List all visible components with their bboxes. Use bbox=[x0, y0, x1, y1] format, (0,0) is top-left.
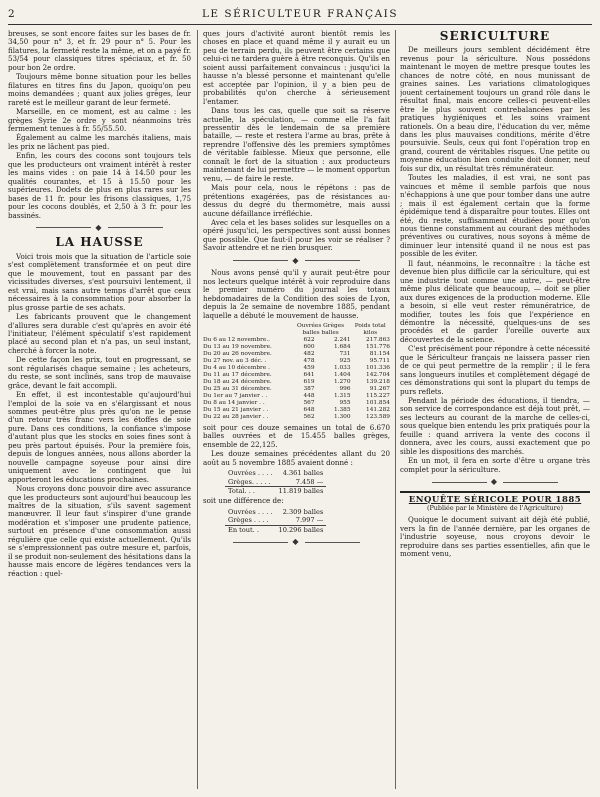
table-cell: 4.361 balles bbox=[282, 469, 324, 478]
value-cell: 1.300 bbox=[333, 413, 351, 420]
value-cell: 731 bbox=[339, 350, 351, 357]
table-row bbox=[203, 358, 390, 365]
table-header-cell: balles balles bbox=[302, 329, 339, 336]
table-row bbox=[225, 508, 326, 516]
value-cell: 641 bbox=[303, 371, 315, 378]
paragraph: Il faut, néanmoins, le reconnaître : la tâche est devenue bien plus difficile car la sériculture, qui est une industrie tout comme une autre, — peut-être même plus délicate que beaucoup, — doit se plier aux dures exigences de la production moderne. Elle a besoin, si elle veut rester rémunératrice, de modifier, toutes les fois que l'expérience en démontre la nécessité, quelques-uns de ses procédés et de garder l'oreille ouverte aux découvertes de la science. bbox=[400, 258, 590, 344]
table-row bbox=[225, 469, 326, 477]
table-header-cell bbox=[203, 323, 291, 330]
ornament-divider: ◆ bbox=[400, 478, 590, 486]
table-total-row bbox=[225, 525, 326, 534]
enquete-heading-box bbox=[400, 491, 590, 513]
value-cell: 1.270 bbox=[333, 378, 351, 385]
paragraph: Voici trois mois que la situation de l'article soie s'est complètement transformée et on peut dire que le mouvement, tout en passant par des vicissitudes diverses, s'est poursuivi lentement, il est vrai, mais sans autre temps d'arrêt que ceux nécessaires à la consommation pour absorber la plus grosse partie de ses achats. bbox=[8, 251, 191, 312]
value-cell: 925 bbox=[339, 357, 351, 364]
paragraph: Dans tous les cas, quelle que soit sa réserve actuelle, la spéculation, — comme elle l'a fait pressentir dès le lendemain de sa première bataille, — reste et restera l'arme au bras, prête à reprendre l'offensive dès les premiers symptômes de véritable faiblesse. Mieux que personne, elle connaît le fort de la situation : aux producteurs maintenant de lui permettre — le moment opportun venu, — de faire le reste. bbox=[203, 106, 390, 183]
table-row bbox=[203, 351, 390, 358]
table-total-row bbox=[225, 487, 326, 496]
value-cell: 91.267 bbox=[369, 385, 390, 392]
paragraph: soit une différence de: bbox=[203, 496, 284, 506]
period-cell: Du 22 au 28 janvier . . bbox=[203, 413, 269, 420]
paragraph: En un mot, il fera en sorte d'être u organe très complet pour la sériculture. bbox=[400, 456, 590, 474]
table-row bbox=[203, 379, 390, 386]
value-cell: 619 bbox=[303, 378, 315, 385]
table-cell: Ouvrées . . . . bbox=[228, 507, 273, 516]
table-header-cell: kilos bbox=[363, 329, 378, 336]
value-cell: 448 bbox=[303, 392, 315, 399]
value-cell: 562 bbox=[303, 413, 315, 420]
column-2 bbox=[203, 30, 390, 791]
value-cell: 648 bbox=[303, 406, 315, 413]
value-cell: 955 bbox=[339, 399, 351, 406]
paragraph: Marseille, en ce moment, est au calme : les grèges Syrie 2e ordre y sont néanmoins très fermement tenues à fr. 55/55.50. bbox=[8, 107, 191, 133]
table-row bbox=[203, 337, 390, 344]
table-header-cell: Ouvrées Grèges bbox=[296, 322, 345, 329]
paragraph: De meilleurs jours semblent décidément être revenus pour la sériculture. Nous possédons maintenant le moyen de mettre presque toutes les chances de notre côté, en nous munissant de graines saines. Les variations climatologiques jouent certainement toujours un grand rôle dans le résultat final, mais encore celles-ci peuvent-elles être le plus souvent contrebalancées par les pratiques hygiéniques et les soins vraiment rationels. On a beau dire, l'éducation du ver, même dans les plus mauvaises conditions, mérite d'être poursuivie. Seuls, ceux qui font l'opération trop en grand, courent de véritables risques. Une petite ou moyenne éducation bien conduite doit donner, neuf fois sur dix, un résultat très rémunérateur. bbox=[400, 45, 590, 173]
period-cell: Du 20 au 26 novembre. bbox=[203, 350, 272, 357]
page-header bbox=[8, 6, 592, 22]
value-cell: 142.704 bbox=[366, 371, 390, 378]
table-cell: 2.309 balles bbox=[282, 507, 324, 516]
paragraph: soit pour ces douze semaines un total de 6.670 balles ouvrées et de 15.455 balles grèges, ensemble de 22,125. bbox=[203, 422, 390, 449]
table-cell: Grèges. . . . . bbox=[228, 477, 271, 486]
table-cell: 11.819 balles bbox=[276, 487, 327, 496]
ornament-divider: ◆ bbox=[8, 224, 191, 232]
column-1 bbox=[8, 30, 191, 791]
paragraph: ques jours d'activité auront bientôt remis les choses en place et quand même il y aurait eu un peu de terrain perdu, ils peuvent être certains que celui-ci ne tardera guère à être reconquis. Qu'ils en soient aussi parfaitement convaincus : jusqu'ici la hausse n'a blessé personne et maintenant qu'elle est acceptée par l'opinion, il y a bien peu de probabilités qu'on cherche à sérieusement l'entamer. bbox=[203, 30, 390, 106]
table-body bbox=[203, 337, 390, 421]
table-header-cell bbox=[203, 330, 291, 337]
value-cell: 482 bbox=[303, 350, 315, 357]
paragraph: En effet, il est incontestable qu'aujourd'hui l'emploi de la soie va en s'élargissant et nous sommes peut-être plus près qu'on ne le pense d'un retour très franc vers les étoffes de soie pure. Dans ces conditions, la confiance s'impose d'autant plus que les stocks en soies fines sont à peu près partout épuisés. Pour la première fois, depuis de longues années, nous allons aborder la nouvelle campagne soyeuse pour ainsi dire uniquement avec le contingent que lui apporteront les éducations prochaines. bbox=[8, 390, 191, 484]
paragraph: Toutes les maladies, il est vrai, ne sont pas vaincues et même il semble parfois que nous n'échappions à une que pour tomber dans une autre ; mais il est également certain que la forme épidémique tend à disparaître pour toutes. Elles ont été, du reste, suffisamment étudiées pour qu'on nous tienne constamment au courant des méthodes préventives ou curatives, nous soyons à même de diminuer leur intensité quand il ne nous est pas possible de les éviter. bbox=[400, 173, 590, 259]
paragraph: breuses, se sont encore faites sur les bases de fr. 34,50 pour n° 3, et fr. 29 pour n° 5. Pour les filatures, la fermeté reste la même, et on a payé fr. 53/54 pour classiques titres spéciaux, et fr. 50 pour bon 2e ordre. bbox=[8, 30, 191, 72]
enquete-title: ENQUÊTE SÉRICOLE POUR 1885 bbox=[408, 494, 582, 505]
running-title: LE SÉRICULTEUR FRANÇAIS bbox=[201, 8, 399, 20]
value-cell: 1.684 bbox=[333, 343, 351, 350]
table-header-cell: Poids total bbox=[354, 322, 386, 329]
value-cell: 141.282 bbox=[366, 406, 390, 413]
table-row bbox=[203, 365, 390, 372]
value-cell: 217.863 bbox=[366, 336, 390, 343]
paragraph: Nous croyons donc pouvoir dire avec assurance que les producteurs sont aujourd'hui beaucoup les maîtres de la situation, s'ils savent sagement manœuvrer. Il leur faut s'inspirer d'une grande modération et s'imposer une prudente patience, surtout en présence d'une consommation aussi régulière que celle qui existe actuellement. Qu'ils se s'empressionnent pas outre mesure et, parfois, il se produit non-seulement des hésitations dans la hausse mais encore de légères tendances vers la réaction : quel- bbox=[8, 484, 191, 578]
table-row bbox=[203, 407, 390, 414]
paragraph: Les fabricants prouvent que le changement d'allures sera durable c'est qu'après en avoir été l'initiateur, l'élément spéculatif s'est rapidement placé au second plan et n'a pas, un seul instant, cherché à forcer la note. bbox=[8, 312, 191, 355]
value-cell: 996 bbox=[339, 385, 351, 392]
period-cell: Du 27 nov. au 3 déc. . bbox=[203, 357, 267, 364]
column-divider bbox=[197, 30, 198, 789]
paragraph: Nous avons pensé qu'il y aurait peut-être pour nos lecteurs quelque intérêt à voir reproduire dans le premier numéro du journal les totaux hebdomadaires de la Condition des soies de Lyon, depuis la 2e semaine de novembre 1885, pendant laquelle a débuté le mouvement de hausse. bbox=[203, 268, 390, 320]
value-cell: 387 bbox=[303, 385, 315, 392]
section-heading-sericulture: SÉRICULTURE bbox=[439, 30, 551, 43]
value-cell: 101.336 bbox=[366, 364, 390, 371]
paragraph: Également au calme les marchés italiens, mais les prix ne lâchent pas pied. bbox=[8, 133, 191, 151]
value-cell: 81.154 bbox=[369, 350, 390, 357]
paragraph: Quoique le document suivant ait déjà été publié, vers la fin de l'année dernière, par les organes de l'industrie soyeuse, nous croyons devoir le reproduire dans ses parties essentielles, afin que le moment venu, bbox=[400, 515, 590, 559]
paragraph: De cette façon les prix, tout en progressant, se sont régularisés chaque semaine ; les acheteurs, du reste, se sont inclinés, sans trop de mauvaise grâce, devant le fait accompli. bbox=[8, 355, 191, 390]
table-cell: Ouvrées . . . . bbox=[228, 469, 273, 478]
table-header-row bbox=[203, 323, 390, 330]
column-3 bbox=[400, 30, 590, 791]
value-cell: 478 bbox=[303, 357, 315, 364]
value-cell: 101.854 bbox=[366, 399, 390, 406]
value-cell: 139.218 bbox=[366, 378, 390, 385]
period-cell: Du 4 au 10 décembre . bbox=[203, 364, 270, 371]
summary-table-difference bbox=[225, 508, 326, 534]
table-cell: En tout. . bbox=[225, 525, 276, 534]
paragraph: Enfin, les cours des cocons sont toujours tels que les producteurs ont vraiment intérêt à rester les mains vides : on paie 14 à 14.50 pour les qualités courantes, et 15 à 15.50 pour les supérieures. Dodets de plus en plus rares sur les bases de 11 fr. pour les frisons classiques, 1,75 pour les cocons doublés, et 2,50 à 3 fr. pour les bassinés. bbox=[8, 151, 191, 220]
table-cell: Total. . . bbox=[225, 487, 276, 496]
table-header-row bbox=[203, 330, 390, 337]
section-heading-la-hausse: LA HAUSSE bbox=[55, 235, 144, 250]
summary-table-previous bbox=[225, 469, 326, 495]
value-cell: 459 bbox=[303, 364, 315, 371]
table-row bbox=[203, 414, 390, 421]
table-row bbox=[203, 386, 390, 393]
period-cell: Du 15 au 21 janvier . . bbox=[203, 406, 269, 413]
value-cell: 567 bbox=[303, 399, 315, 406]
value-cell: 95.711 bbox=[369, 357, 390, 364]
period-cell: Du 11 au 17 décembre. bbox=[203, 371, 272, 378]
table-row bbox=[203, 400, 390, 407]
period-cell: Du 6 au 12 novembre.. bbox=[203, 336, 271, 343]
value-cell: 622 bbox=[303, 336, 315, 343]
paragraph: Pendant la période des éducations, il tiendra, — son service de correspondance est déjà tout prêt, — ses lecteurs au courant de la marche de celles-ci, sous quelque bien entendu les prix pratiqués pour la feuille : quand arrivera la vente des cocons il donnera, avec les cours, aussi exactement que po sible les dispositions des marchés. bbox=[400, 396, 590, 456]
value-cell: 151.776 bbox=[366, 343, 390, 350]
column-divider bbox=[395, 30, 396, 789]
paragraph: Les douze semaines précédentes allant du 20 août au 5 novembre 1885 avaient donné : bbox=[203, 449, 390, 467]
ornament-divider: ◆ bbox=[203, 538, 390, 546]
paragraph: Mais pour cela, nous le répétons : pas de prétentions exagérées, pas de résistances au-dessus du degré du thermomètre, mais aussi aucune défaillance irréfléchie. bbox=[203, 183, 390, 218]
value-cell: 600 bbox=[303, 343, 315, 350]
table-row bbox=[203, 372, 390, 379]
period-cell: Du 18 au 24 décembre. bbox=[203, 378, 272, 385]
paragraph: Toujours même bonne situation pour les belles filatures en titres fins du Japon, quoiqu'on peu moins demandées ; quant aux jolies grèges, leur rareté est le meilleur garant de leur fermeté. bbox=[8, 72, 191, 107]
ornament-divider: ◆ bbox=[203, 257, 390, 265]
table-cell: 7.997 — bbox=[295, 516, 324, 525]
page-number: 2 bbox=[8, 8, 17, 20]
value-cell: 115.227 bbox=[366, 392, 390, 399]
period-cell: Du 13 au 19 novembre. bbox=[203, 343, 272, 350]
table-row bbox=[225, 478, 326, 487]
value-cell: 1.385 bbox=[333, 406, 351, 413]
period-cell: Du 8 au 14 janvier . . bbox=[203, 399, 265, 406]
period-cell: Du 25 au 31 décembre. bbox=[203, 385, 272, 392]
value-cell: 1.315 bbox=[333, 392, 351, 399]
table-row bbox=[225, 516, 326, 525]
paragraph: C'est précisément pour répondre à cette nécessité que le Sériculteur français ne laissera passer rien de ce qui peut permettre de la remplir ; il le fera sans longueurs inutiles et complètement dégagé de ces démonstrations qui sont la plupart du temps de purs reflets. bbox=[400, 344, 590, 396]
table-row bbox=[203, 344, 390, 351]
table-cell: Grèges . . . . bbox=[228, 516, 269, 525]
header-rule bbox=[8, 24, 592, 25]
value-cell: 2.241 bbox=[333, 336, 351, 343]
value-cell: 1.033 bbox=[333, 364, 351, 371]
period-cell: Du 1er au 7 janvier . . bbox=[203, 392, 268, 399]
table-cell: 10.296 balles bbox=[276, 525, 327, 534]
value-cell: 123.589 bbox=[366, 413, 390, 420]
table-row bbox=[203, 393, 390, 400]
paragraph: Avec cela et les bases solides sur lesquelles on a opéré jusqu'ici, les perspectives sont aussi bonnes que possible. Que faut-il pour les voir se réaliser ? Savoir attendre et ne rien brusquer. bbox=[203, 217, 390, 253]
enquete-subtitle: (Publiée par le Ministère de l'Agriculture) bbox=[426, 504, 564, 513]
value-cell: 1.404 bbox=[333, 371, 351, 378]
condition-stock-table bbox=[203, 323, 390, 421]
table-cell: 7.458 — bbox=[295, 477, 324, 486]
